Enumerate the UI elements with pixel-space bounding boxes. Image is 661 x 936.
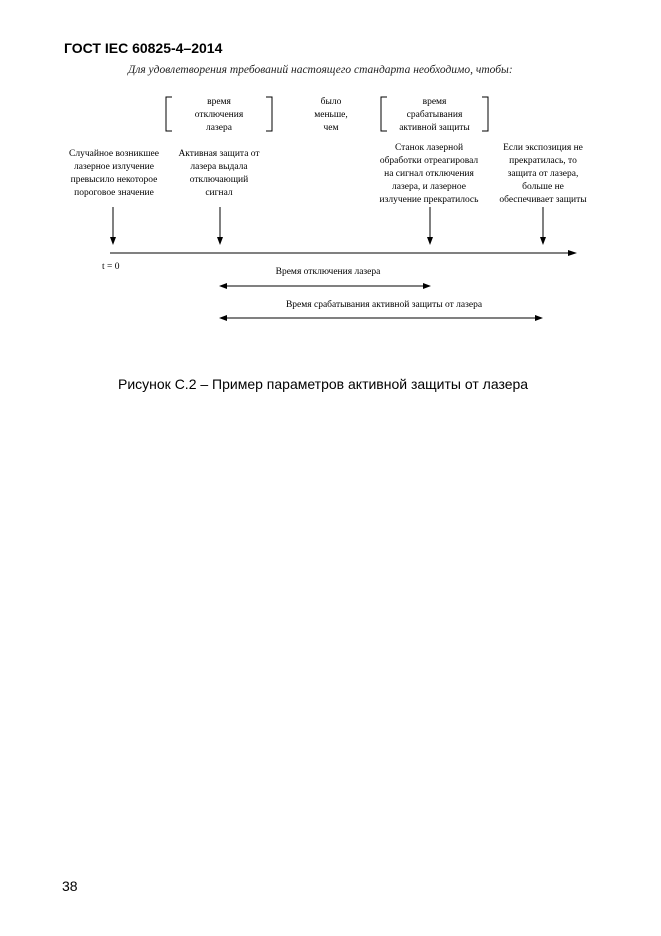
page-number: 38	[62, 878, 78, 894]
figure-intro-text: Для удовлетворения требований настоящего стандарта необходимо, чтобы:	[128, 64, 513, 76]
bracket-1-line: лазера	[206, 123, 232, 133]
event-2-line: Активная защита от	[178, 149, 260, 159]
span-label-laser-off: Время отключения лазера	[275, 267, 381, 277]
span-arrow-2-right-head	[535, 315, 543, 321]
comparison-line: было	[320, 97, 342, 107]
bracket-1-line: отключения	[194, 110, 244, 120]
event-arrow-1-head	[110, 237, 116, 245]
event-4-line: защита от лазера,	[507, 169, 579, 179]
event-text-protection-signal	[170, 148, 268, 200]
bracket-1-line: время	[207, 97, 231, 107]
event-4-line: больше не	[522, 182, 564, 192]
span-arrow-2-left-head	[219, 315, 227, 321]
event-3-line: излучение прекратилось	[379, 195, 479, 205]
event-4-line: обеспечивает защиты	[499, 195, 587, 205]
event-4-line: прекратилась, то	[509, 156, 577, 166]
bracket-2-line: срабатывания	[406, 110, 463, 120]
bracket-text-protection-time	[387, 96, 482, 135]
standard-title: ГОСТ IEC 60825-4–2014	[64, 40, 223, 56]
comparison-text	[296, 96, 366, 135]
span-label-protection-response: Время срабатывания активной защиты от лазера	[285, 300, 483, 310]
bracket-2-line: активной защиты	[399, 123, 470, 133]
event-1-line: превысило некоторое	[70, 175, 158, 185]
figure-caption: Рисунок С.2 – Пример параметров активной защиты от лазера	[118, 376, 529, 392]
event-text-machine-reacted	[368, 142, 490, 207]
event-text-exposure-continued	[488, 142, 598, 207]
span-arrow-1-right-head	[423, 283, 431, 289]
bracket-2-line: время	[422, 97, 447, 107]
time-zero-label: t = 0	[102, 262, 120, 272]
event-1-line: Случайное возникшее	[69, 149, 159, 159]
event-3-line: обработки отреагировал	[379, 156, 479, 166]
bracket-right-2	[482, 97, 488, 131]
event-arrow-4-head	[540, 237, 546, 245]
event-2-line: сигнал	[205, 188, 233, 198]
event-2-line: лазера выдала	[190, 162, 248, 172]
event-1-line: пороговое значение	[74, 188, 154, 198]
comparison-line: чем	[323, 123, 339, 133]
event-arrow-3-head	[427, 237, 433, 245]
bracket-right-1	[266, 97, 272, 131]
bracket-text-laser-off-time	[172, 96, 266, 135]
timeline-arrowhead	[568, 250, 577, 256]
event-1-line: лазерное излучение	[74, 162, 154, 172]
event-3-line: Станок лазерной	[394, 143, 464, 153]
event-4-line: Если экспозиция не	[503, 143, 583, 153]
span-arrow-1-left-head	[219, 283, 227, 289]
event-arrow-2-head	[217, 237, 223, 245]
event-2-line: отключающий	[189, 175, 249, 185]
event-text-laser-exceeded	[58, 148, 170, 200]
comparison-line: меньше,	[314, 110, 348, 120]
event-3-line: лазера, и лазерное	[392, 182, 466, 192]
event-3-line: на сигнал отключения	[384, 169, 474, 179]
